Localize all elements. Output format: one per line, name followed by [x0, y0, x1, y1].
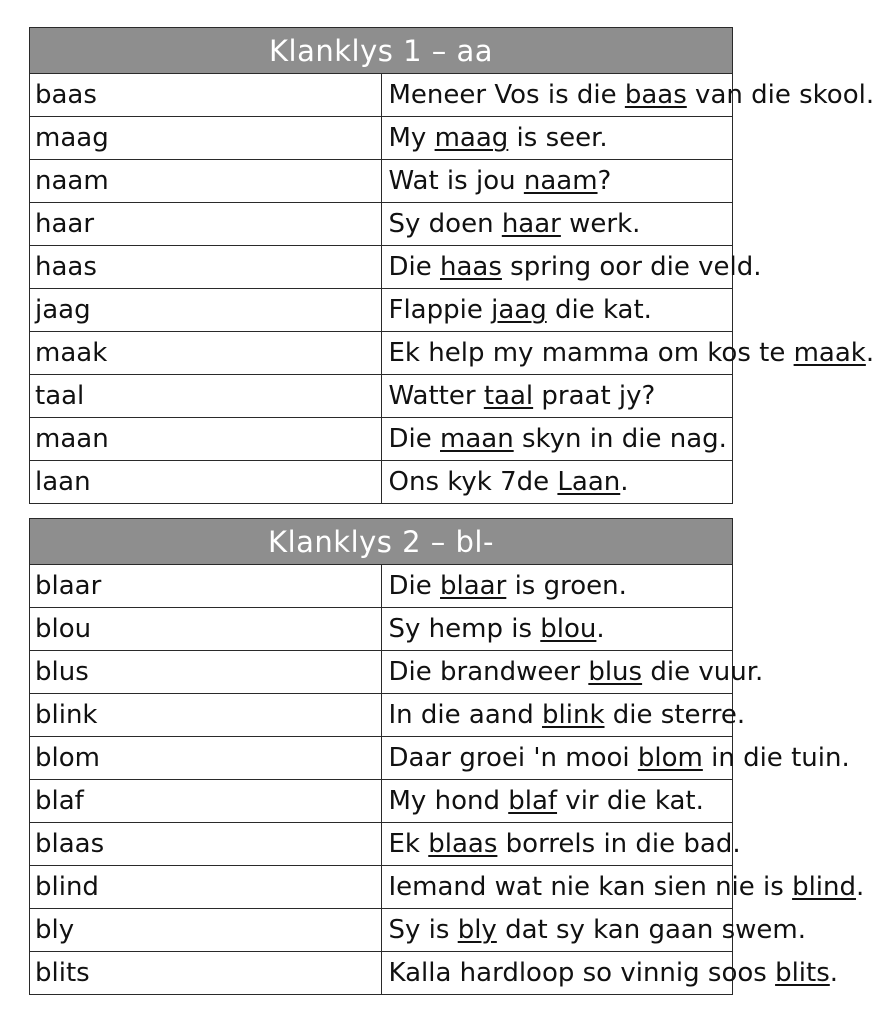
- table-row: [30, 375, 733, 418]
- sound-list-title: Klanklys 2 – bl-: [30, 519, 733, 565]
- sentence-text-after: die sterre.: [604, 700, 746, 730]
- table-row: [30, 203, 733, 246]
- example-sentence: [381, 694, 746, 737]
- sentence-text-before: Watter: [388, 381, 484, 411]
- sentence-text-after: is groen.: [506, 571, 627, 601]
- underlined-target-word: blind: [792, 872, 857, 902]
- underlined-target-word: haar: [501, 209, 561, 239]
- underlined-target-word: blaar: [440, 571, 507, 601]
- example-sentence: [381, 203, 733, 246]
- sentence-text-after: in die tuin.: [702, 743, 850, 773]
- sentence-text-after: die vuur.: [642, 657, 764, 687]
- sentence-text-before: Ons kyk 7de: [388, 467, 558, 497]
- sound-word: blits: [30, 952, 382, 995]
- table-row: [30, 823, 733, 866]
- sentence-text-after: .: [596, 614, 605, 644]
- sentence-text-before: Daar groei 'n mooi: [388, 743, 638, 773]
- example-sentence: [381, 375, 733, 418]
- table-row: [30, 418, 733, 461]
- sound-word: maak: [30, 332, 382, 375]
- example-sentence: [381, 651, 764, 694]
- example-sentence: [381, 737, 850, 780]
- underlined-target-word: blaf: [508, 786, 558, 816]
- example-sentence: [381, 909, 806, 952]
- sound-word: naam: [30, 160, 382, 203]
- sound-list-body: [30, 565, 865, 995]
- sound-list-table-1: [29, 27, 874, 504]
- sentence-text-before: My hond: [388, 786, 509, 816]
- sentence-text-after: vir die kat.: [557, 786, 704, 816]
- table-row: [30, 160, 733, 203]
- underlined-target-word: naam: [523, 166, 598, 196]
- underlined-target-word: maak: [793, 338, 866, 368]
- underlined-target-word: blink: [542, 700, 605, 730]
- sound-word: bly: [30, 909, 382, 952]
- underlined-target-word: maag: [434, 123, 509, 153]
- sound-word: blind: [30, 866, 382, 909]
- sound-word: blou: [30, 608, 382, 651]
- example-sentence: [381, 418, 733, 461]
- table-row: [30, 952, 733, 995]
- sound-word: blaas: [30, 823, 382, 866]
- underlined-target-word: bly: [457, 915, 497, 945]
- underlined-target-word: Laan: [557, 467, 621, 497]
- sentence-text-after: .: [829, 958, 839, 988]
- table-row: [30, 694, 733, 737]
- example-sentence: [381, 74, 874, 117]
- underlined-target-word: jaag: [491, 295, 547, 325]
- sound-word: blom: [30, 737, 382, 780]
- table-row: [30, 332, 733, 375]
- underlined-target-word: blom: [637, 743, 703, 773]
- sentence-text-after: werk.: [560, 209, 641, 239]
- sentence-text-after: .: [865, 338, 874, 368]
- sentence-text-after: borrels in die bad.: [497, 829, 741, 859]
- sound-word: blaar: [30, 565, 382, 608]
- sentence-text-before: Sy doen: [388, 209, 502, 239]
- sound-word: jaag: [30, 289, 382, 332]
- table-row: [30, 117, 733, 160]
- sound-list-title: Klanklys 1 – aa: [30, 28, 733, 74]
- sound-word: blink: [30, 694, 382, 737]
- table-row: [30, 737, 733, 780]
- table-row: [30, 74, 733, 117]
- sentence-text-after: skyn in die nag.: [513, 424, 727, 454]
- sentence-text-after: van die skool.: [686, 80, 874, 110]
- table-row: [30, 461, 733, 504]
- sentence-text-before: Die: [388, 252, 441, 282]
- example-sentence: [381, 160, 733, 203]
- underlined-target-word: blus: [588, 657, 643, 687]
- sentence-text-before: Meneer Vos is die: [388, 80, 625, 110]
- sound-word: laan: [30, 461, 382, 504]
- sentence-text-before: Die: [388, 571, 441, 601]
- sentence-text-after: .: [856, 872, 865, 902]
- underlined-target-word: blits: [775, 958, 830, 988]
- sound-word: blus: [30, 651, 382, 694]
- sentence-text-after: spring oor die veld.: [501, 252, 762, 282]
- table-row: [30, 289, 733, 332]
- sentence-text-before: My: [388, 123, 435, 153]
- example-sentence: [381, 952, 839, 995]
- table-row: [30, 608, 733, 651]
- example-sentence: [381, 332, 874, 375]
- underlined-target-word: blaas: [428, 829, 498, 859]
- sentence-text-after: praat jy?: [533, 381, 656, 411]
- sentence-text-before: Die brandweer: [388, 657, 589, 687]
- example-sentence: [381, 461, 733, 504]
- underlined-target-word: blou: [540, 614, 597, 644]
- example-sentence: [381, 289, 733, 332]
- example-sentence: [381, 608, 733, 651]
- table-row: [30, 565, 733, 608]
- table-row: [30, 246, 733, 289]
- example-sentence: [381, 117, 733, 160]
- sentence-text-before: Ek help my mamma om kos te: [388, 338, 794, 368]
- sentence-text-before: Kalla hardloop so vinnig soos: [388, 958, 776, 988]
- sentence-text-after: die kat.: [546, 295, 652, 325]
- sentence-text-after: ?: [597, 166, 612, 196]
- sentence-text-before: Flappie: [388, 295, 492, 325]
- sentence-text-after: dat sy kan gaan swem.: [496, 915, 806, 945]
- table-row: [30, 651, 733, 694]
- sound-word: maan: [30, 418, 382, 461]
- sound-word: blaf: [30, 780, 382, 823]
- table-row: [30, 909, 733, 952]
- sentence-text-before: Sy is: [388, 915, 458, 945]
- underlined-target-word: maan: [440, 424, 514, 454]
- sentence-text-before: Die: [388, 424, 441, 454]
- sentence-text-before: Iemand wat nie kan sien nie is: [388, 872, 793, 902]
- table-row: [30, 780, 733, 823]
- sentence-text-before: Sy hemp is: [388, 614, 541, 644]
- sentence-text-before: Ek: [388, 829, 429, 859]
- sound-word: taal: [30, 375, 382, 418]
- example-sentence: [381, 823, 741, 866]
- sound-word: haar: [30, 203, 382, 246]
- underlined-target-word: taal: [483, 381, 534, 411]
- example-sentence: [381, 780, 733, 823]
- sentence-text-before: In die aand: [388, 700, 543, 730]
- sentence-text-before: Wat is jou: [388, 166, 524, 196]
- sound-word: haas: [30, 246, 382, 289]
- underlined-target-word: haas: [440, 252, 502, 282]
- sound-list-body: [30, 74, 874, 504]
- example-sentence: [381, 565, 733, 608]
- sound-word: baas: [30, 74, 382, 117]
- example-sentence: [381, 866, 865, 909]
- underlined-target-word: baas: [624, 80, 687, 110]
- sentence-text-after: .: [620, 467, 629, 497]
- sentence-text-after: is seer.: [508, 123, 608, 153]
- sound-word: maag: [30, 117, 382, 160]
- table-row: [30, 866, 733, 909]
- sound-list-table-2: [29, 518, 865, 995]
- example-sentence: [381, 246, 762, 289]
